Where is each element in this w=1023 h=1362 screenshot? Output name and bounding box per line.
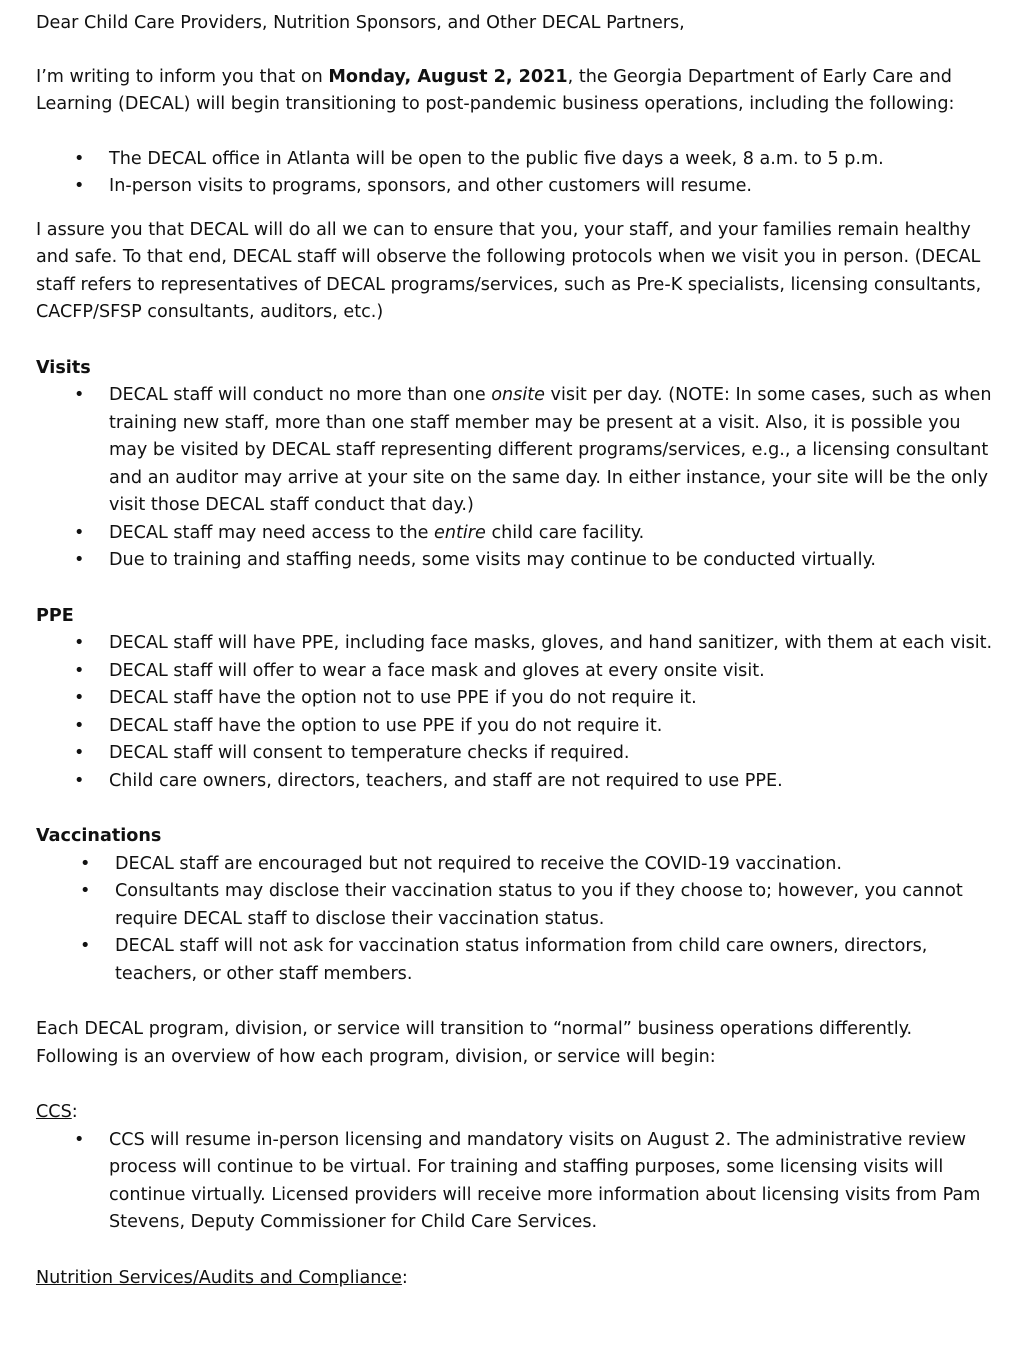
ccs-list xyxy=(36,1127,1023,1237)
visits-section xyxy=(36,355,1023,575)
intro-paragraph xyxy=(36,64,996,119)
visits-heading: Visits xyxy=(36,357,91,378)
list-item: • DECAL staff will have PPE, including face masks, gloves, and hand sanitizer, with them at each visit. xyxy=(36,630,994,658)
bullet-icon: • xyxy=(74,1129,85,1150)
list-item: • The DECAL office in Atlanta will be open to the public five days a week, 8 a.m. to 5 p.m. xyxy=(36,146,994,174)
list-item: • DECAL staff will offer to wear a face mask and gloves at every onsite visit. xyxy=(36,658,994,686)
list-item: • DECAL staff are encouraged but not required to receive the COVID-19 vaccination. xyxy=(36,851,995,879)
list-item: • DECAL staff may need access to the entire child care facility. xyxy=(36,520,994,548)
bullet-icon: • xyxy=(74,385,85,405)
ppe-list xyxy=(36,630,1023,795)
bullet-icon: • xyxy=(74,550,85,570)
list-item: • Due to training and staffing needs, some visits may continue to be conducted virtually. xyxy=(36,547,994,575)
bullet-icon: • xyxy=(74,660,85,681)
list-item: • DECAL staff will conduct no more than one onsite visit per day. (NOTE: In some cases, such as when training new staff, more than one staff member may be present at a visit. Also, it is possible you may be visited by DECAL staff representing different programs/services, e.g., a licensing consultant and an auditor may arrive at your site on the same day. In either instance, your site will be the only visit those DECAL staff conduct that day.) xyxy=(36,382,994,520)
list-item: • DECAL staff have the option to use PPE if you do not require it. xyxy=(36,713,994,741)
ccs-section xyxy=(36,1099,1023,1237)
list-item: • DECAL staff have the option not to use PPE if you do not require it. xyxy=(36,685,994,713)
bullet-icon: • xyxy=(80,936,91,956)
bullet-icon: • xyxy=(74,176,85,196)
assurance-paragraph: I assure you that DECAL will do all we can to ensure that you, your staff, and your families remain healthy and safe. To that end, DECAL staff will observe the following protocols when we visit you in person. (DECAL staff refers to representatives of DECAL programs/services, such as Pre-K specialists, licensing consultants, CACFP/SFSP consultants, auditors, etc.) xyxy=(36,219,982,322)
overview-paragraph: Each DECAL program, division, or service will transition to “normal” business operations differently. Following is an overview of how each program, division, or service will begin: xyxy=(36,1019,913,1067)
intro-text-after: , the Georgia Department of Early Care and Learning (DECAL) will begin transitioning to post-pandemic business operations, including the following: xyxy=(36,66,955,114)
bullet-icon: • xyxy=(74,743,85,763)
bullet-icon: • xyxy=(74,633,85,653)
bullet-icon: • xyxy=(74,715,85,736)
bullet-icon: • xyxy=(80,853,91,874)
nutrition-section xyxy=(36,1265,1023,1293)
list-item: • DECAL staff will consent to temperature checks if required. xyxy=(36,740,994,768)
ppe-section xyxy=(36,603,1023,796)
list-item: • In-person visits to programs, sponsors, and other customers will resume. xyxy=(36,173,994,201)
list-item: • DECAL staff will not ask for vaccination status information from child care owners, directors, teachers, or other staff members. xyxy=(36,933,995,988)
intro-list xyxy=(36,146,1023,201)
ppe-heading: PPE xyxy=(36,605,74,626)
list-item: • CCS will resume in-person licensing and mandatory visits on August 2. The administrative review process will continue to be virtual. For training and staffing purposes, some licensing visits will continue virtually. Licensed providers will receive more information about licensing visits from Pam Stevens, Deputy Commissioner for Child Care Services. xyxy=(36,1127,994,1237)
greeting: Dear Child Care Providers, Nutrition Sponsors, and Other DECAL Partners, xyxy=(36,13,685,33)
list-item: • Child care owners, directors, teachers, and staff are not required to use PPE. xyxy=(36,768,994,796)
vaccinations-heading: Vaccinations xyxy=(36,826,162,846)
nutrition-heading: Nutrition Services/Audits and Compliance: xyxy=(36,1267,408,1288)
vaccinations-section xyxy=(36,823,1023,988)
ccs-heading: CCS: xyxy=(36,1102,78,1122)
bullet-icon: • xyxy=(74,148,85,169)
bullet-icon: • xyxy=(80,881,91,901)
bullet-icon: • xyxy=(74,770,85,791)
intro-date: Monday, August 2, 2021 xyxy=(328,66,568,87)
visits-list xyxy=(36,382,1023,575)
intro-text-before: I’m writing to inform you that on xyxy=(36,66,329,87)
bullet-icon: • xyxy=(74,522,85,543)
list-item: • Consultants may disclose their vaccination status to you if they choose to; however, you cannot require DECAL staff to disclose their vaccination status. xyxy=(36,878,995,933)
bullet-icon: • xyxy=(74,688,85,708)
vaccinations-list xyxy=(36,851,1023,989)
